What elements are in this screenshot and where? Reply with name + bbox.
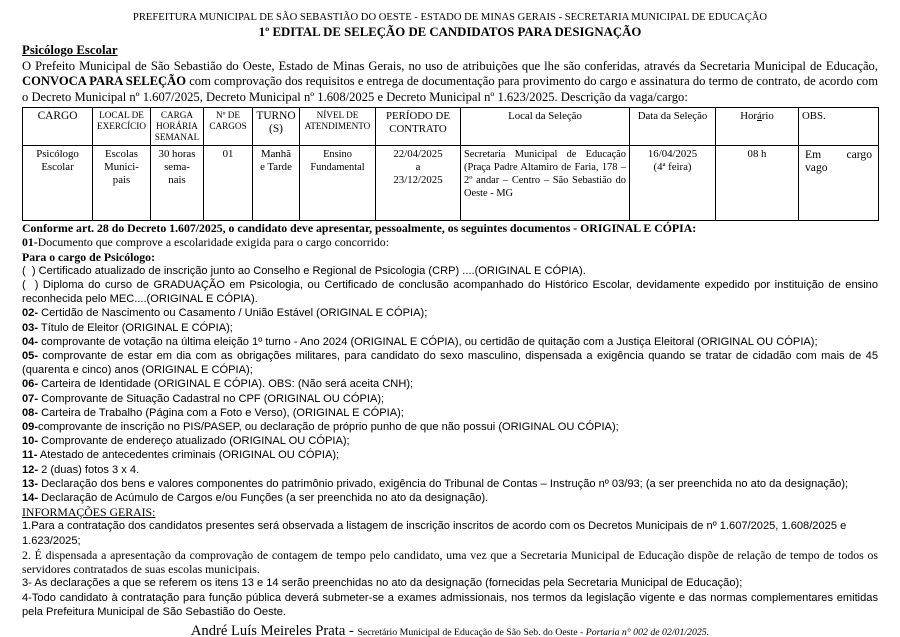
intro-convoca-text: CONVOCA PARA SELEÇÃO <box>22 74 187 89</box>
documents-section <box>22 221 878 505</box>
vacancy-row <box>23 146 879 221</box>
doc-item-03 <box>22 321 878 335</box>
doc-item-12-text: 2 (duas) fotos 3 x 4. <box>38 463 140 476</box>
doc-subheading-psicologo: Para o cargo de Psicólogo: <box>22 249 156 264</box>
general-info-section <box>22 505 878 619</box>
header-line-1: PREFEITURA MUNICIPAL DE SÃO SEBASTIÃO DO OESTE - ESTADO DE MINAS GERAIS - SECRETARIA MUNICIPAL DE EDUCAÇÃO <box>132 12 768 23</box>
doc-item-01-text: Documento que comprove a escolaridade exigida para o cargo concorrido: <box>37 235 389 250</box>
cell-nivel-atendimento: Ensino Fundamental <box>300 146 376 221</box>
doc-item-02-number: 02- <box>22 307 39 320</box>
doc-item-10-text: Comprovante de endereço atualizado (ORIGINAL OU CÓPIA); <box>38 435 350 448</box>
doc-item-01 <box>22 235 878 249</box>
doc-item-03-text: Título de Eleitor (ORIGINAL E CÓPIA); <box>38 321 233 334</box>
doc-item-12-number: 12- <box>22 463 39 476</box>
doc-item-08-number: 08- <box>22 406 39 419</box>
doc-item-08 <box>22 406 878 420</box>
cell-carga-horaria: 30 horas sema- nais <box>151 146 204 221</box>
doc-item-01-number: 01- <box>22 235 38 250</box>
col-header-local-exercicio: LOCAL DE EXERCÍCIO <box>93 108 151 146</box>
doc-item-13-number: 13- <box>22 477 39 490</box>
doc-item-14-text: Declaração de Acúmulo de Cargos e/ou Funções (a ser preenchida no ato da designação). <box>38 492 489 505</box>
general-info-heading <box>22 505 878 519</box>
signature-role: Secretário Municipal de Educação de São Seb. do Oeste - <box>357 626 586 637</box>
info-item-3: 3- As declarações a que se referem os itens 13 e 14 serão preenchidas no ato da designação (fornecidas pela Secretaria Municipal de Educação); <box>22 577 743 590</box>
doc-item-02-text: Certidão de Nascimento ou Casamento / União Estável (ORIGINAL E CÓPIA); <box>38 307 428 320</box>
general-info-heading-text: INFORMAÇÕES GERAIS: <box>22 505 156 520</box>
vacancy-table <box>22 107 879 221</box>
doc-requirements-heading: Conforme art. 28 do Decreto 1.607/2025, o candidato deve apresentar, pessoalmente, os seguintes documentos - ORIGINAL E CÓPIA: <box>22 221 697 236</box>
intro-paragraph <box>22 59 878 105</box>
doc-item-02 <box>22 306 878 320</box>
col-header-carga-horaria: CARGA HORÁRIA SEMANAL <box>151 108 204 146</box>
signature-portaria: Portaria n° 002 de 02/01/2025. <box>585 626 710 637</box>
col-header-local-selecao: Local da Seleção <box>461 108 630 146</box>
intro-rest: com comprovação dos requisitos e entrega de documentação para provimento do cargo e assinatura do termo de contrato, de acordo com o Decreto Municipal nº 1.607/2025, Decreto Municipal nº 1.608/2025 e Decreto Municipal nº 1.623/2025. Descrição da vaga/cargo: <box>22 74 878 104</box>
doc-item-06 <box>22 377 878 391</box>
col-header-nivel-atendimento: NÍVEL DE ATENDIMENTO <box>300 108 376 146</box>
doc-item-11 <box>22 448 878 462</box>
doc-item-05-number: 05- <box>22 350 39 363</box>
doc-item-11-number: 11- <box>22 449 38 462</box>
signature-name: André Luís Meireles Prata <box>190 622 346 637</box>
horario-text-pre: Hor <box>740 110 757 123</box>
cell-data-selecao: 16/04/2025 (4ª feira) <box>630 146 716 221</box>
info-item-2: 2. É dispensada a apresentação da comprovação de contagem de tempo pelo candidato, uma vez que a Secretaria Municipal de Educação dispõe de relação de tempo de todos os servidores contratados de suas escolas municipais. <box>22 547 878 577</box>
doc-item-06-text: Carteira de Identidade (ORIGINAL E CÓPIA). OBS: (Não será aceita CNH); <box>38 378 414 391</box>
doc-item-09-text: comprovante de inscrição no PIS/PASEP, ou declaração de próprio punho de que não possui (ORIGINAL OU CÓPIA); <box>38 421 619 434</box>
edital-title: 1º EDITAL DE SELEÇÃO DE CANDIDATOS PARA DESIGNAÇÃO <box>258 25 642 39</box>
cell-local-selecao: Secretaria Municipal de Educação (Praça Padre Altamiro de Faria, 178 – 2º andar – Centro – São Sebastião do Oeste - MG <box>461 146 630 221</box>
doc-item-09 <box>22 420 878 434</box>
doc-check-crp: ( ) Certificado atualizado de inscrição junto ao Conselho e Regional de Psicologia (CRP) ....(ORIGINAL E CÓPIA). <box>22 264 586 277</box>
signature-line <box>22 622 878 637</box>
cell-cargo: Psicólogo Escolar <box>23 146 93 221</box>
signature-dash: - <box>345 622 358 637</box>
table-header-row <box>23 108 879 146</box>
doc-check-diploma: ( ) Diploma do curso de GRADUAÇÃO em Psicologia, ou Certificado de conclusão acompanhado do Histórico Escolar, devidamente expedido por instituição de ensino reconhecida pelo MEC....(ORIGINAL E CÓPIA). <box>22 279 878 306</box>
info-item-4: 4-Todo candidato à contratação para função pública deverá submeter-se a exames admissionais, nos termos da legislação vigente e das normas complementares emitidas pela Prefeitura Municipal de São Sebastião do Oeste. <box>22 591 878 618</box>
cell-obs: Em cargo vago <box>799 146 879 221</box>
doc-item-09-number: 09- <box>22 421 39 434</box>
doc-item-06-number: 06- <box>22 378 39 391</box>
doc-item-14 <box>22 491 878 505</box>
doc-item-04 <box>22 335 878 349</box>
col-header-horario <box>716 108 799 146</box>
doc-item-05 <box>22 349 878 377</box>
doc-item-07-text: Comprovante de Situação Cadastral no CPF (ORIGINAL OU CÓPIA); <box>38 392 385 405</box>
doc-item-10 <box>22 434 878 448</box>
horario-text-post: rio <box>761 110 774 123</box>
doc-item-07-number: 07- <box>22 392 39 405</box>
doc-item-13 <box>22 477 878 491</box>
doc-item-07 <box>22 392 878 406</box>
doc-item-04-text: comprovante de votação na última eleição 1º turno - Ano 2024 (ORIGINAL E CÓPIA), ou certidão de quitação com a Justiça Eleitoral (ORIGINAL OU CÓPIA); <box>38 335 818 348</box>
doc-item-03-number: 03- <box>22 321 39 334</box>
cell-periodo-contrato: 22/04/2025 a 23/12/2025 <box>376 146 461 221</box>
doc-item-10-number: 10- <box>22 435 39 448</box>
cell-horario: 08 h <box>716 146 799 221</box>
doc-item-08-text: Carteira de Trabalho (Página com a Foto e Verso), (ORIGINAL E CÓPIA); <box>38 406 404 419</box>
col-header-turno: TURNO (S) <box>253 108 300 146</box>
col-header-obs: OBS. <box>799 108 879 146</box>
cell-local-exercicio: Escolas Munici- pais <box>93 146 151 221</box>
doc-item-14-number: 14- <box>22 492 39 505</box>
col-header-cargo: CARGO <box>23 108 93 146</box>
col-header-data-selecao: Data da Seleção <box>630 108 716 146</box>
section-title: Psicólogo Escolar <box>22 43 118 57</box>
info-item-1: 1.Para a contratação dos candidatos presentes será observada a listagem de inscrição inscritos de acordo com os Decretos Municipais de nº 1.607/2025, 1.608/2025 e 1.623/2025; <box>22 520 847 547</box>
horario-text-underlined: á <box>757 110 762 123</box>
doc-item-05-text: comprovante de estar em dia com as obrigações militares, para candidato do sexo masculino, dispensada a exigência quando se tratar de cidadão com mais de 45 (quarenta e cinco) anos (ORIGINAL E CÓPIA); <box>22 350 878 377</box>
intro-lead: O Prefeito Municipal de São Sebastião do Oeste, Estado de Minas Gerais, no uso de atribuições que lhe são conferidas, através da Secretaria Municipal de Educação, <box>22 59 878 73</box>
doc-item-12 <box>22 463 878 477</box>
col-header-periodo-contrato: PERÍODO DE CONTRATO <box>376 108 461 146</box>
doc-item-11-text: Atestado de antecedentes criminais (ORIGINAL OU CÓPIA); <box>37 449 340 462</box>
cell-n-cargos: 01 <box>204 146 253 221</box>
doc-item-04-number: 04- <box>22 335 39 348</box>
cell-turno: Manhã e Tarde <box>253 146 300 221</box>
col-header-n-cargos: Nº DE CARGOS <box>204 108 253 146</box>
doc-item-13-text: Declaração dos bens e valores componentes do patrimônio privado, exigência do Tribunal de Contas – Instrução nº 03/93; (a ser preenchida no ato da designação); <box>38 477 849 490</box>
